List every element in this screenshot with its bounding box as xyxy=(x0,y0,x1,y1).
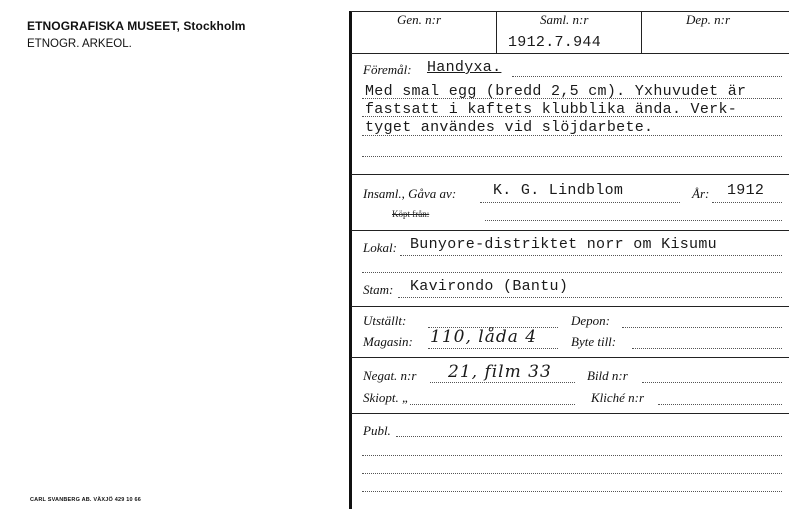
section-line-3 xyxy=(351,306,789,307)
kopt-fran-struck: Köpt från: xyxy=(392,209,430,219)
magasin-value: 110, låda 4 xyxy=(430,327,538,347)
lokal-value: Bunyore-distriktet norr om Kisumu xyxy=(410,236,717,253)
utstallt-label: Utställt: xyxy=(363,313,407,328)
byte-label: Byte till: xyxy=(571,334,617,349)
bild-label: Bild n:r xyxy=(587,368,628,383)
magasin-label: Magasin: xyxy=(363,334,413,349)
department: ETNOGR. ARKEOL. xyxy=(27,38,132,50)
insaml-value: K. G. Lindblom xyxy=(493,182,624,199)
section-line-1 xyxy=(351,174,789,175)
kliche-label: Kliché n:r xyxy=(591,390,645,405)
insaml-label: Insaml., Gåva av: xyxy=(363,186,457,201)
saml-value: 1912.7.944 xyxy=(508,34,602,51)
foremal-value: Handyxa. xyxy=(427,59,502,76)
foremal-label: Föremål: xyxy=(363,62,412,77)
section-line-4 xyxy=(351,357,789,358)
dep-label: Dep. n:r xyxy=(686,12,731,27)
printer-imprint: CARL SVANBERG AB. VÄXJÖ 429 10 66 xyxy=(30,497,142,503)
publ-label: Publ. xyxy=(363,423,391,438)
lokal-label: Lokal: xyxy=(363,240,397,255)
negat-label: Negat. n:r xyxy=(363,368,417,383)
skiopt-label: Skiopt. „ xyxy=(363,390,410,405)
stam-label: Stam: xyxy=(363,282,394,297)
description-line-3: tyget användes vid slöjdarbete. xyxy=(365,119,654,136)
ar-label: År: xyxy=(692,186,710,201)
description-line-2: fastsatt i kaftets klubblika ända. Verk- xyxy=(365,101,738,118)
header-divider-2 xyxy=(641,11,642,53)
museum-name: ETNOGRAFISKA MUSEET, Stockholm xyxy=(27,19,246,33)
saml-label: Saml. n:r xyxy=(540,12,589,27)
depon-label: Depon: xyxy=(571,313,610,328)
section-line-5 xyxy=(351,413,789,414)
header-bottom-line xyxy=(351,53,789,54)
section-line-2 xyxy=(351,230,789,231)
ar-value: 1912 xyxy=(727,182,765,199)
card-border-rule xyxy=(349,11,352,509)
header-divider-1 xyxy=(496,11,497,53)
gen-label: Gen. n:r xyxy=(397,12,442,27)
description-line-1: Med smal egg (bredd 2,5 cm). Yxhuvudet är xyxy=(365,83,747,100)
negat-value: 21, film 33 xyxy=(448,362,552,382)
stam-value: Kavirondo (Bantu) xyxy=(410,278,569,295)
